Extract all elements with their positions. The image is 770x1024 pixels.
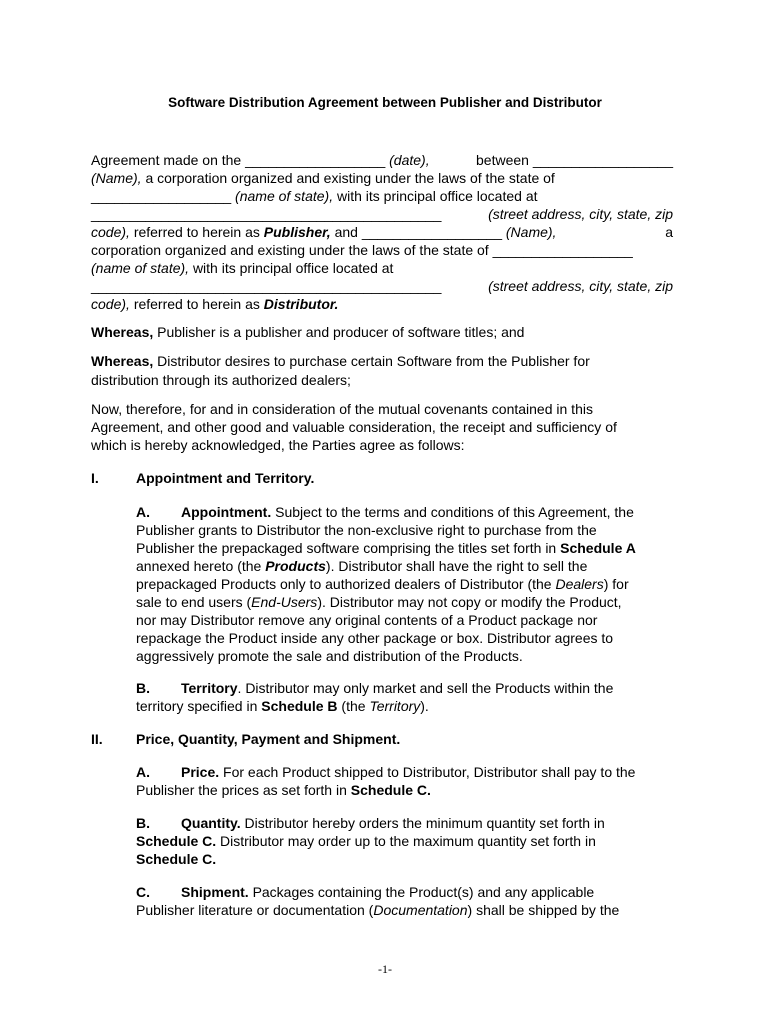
section-2b-line-3: Schedule C. [136,851,217,867]
recital-whereas-2: Whereas, Distributor desires to purchase certain Software from the Publisher for [91,353,590,369]
parties-line-5: code), referred to herein as Publisher, and __________________ (Name), a [91,224,673,240]
section-1a-line-7: nor may Distributor remove any original contents of a Product package nor [136,612,598,628]
recital-whereas-1: Whereas, Publisher is a publisher and producer of software titles; and [91,324,525,340]
parties-line-8: _____________________________________________ (street address, city, state, zip [91,278,673,294]
section-1-numeral: I. [91,470,99,486]
parties-line-4: _____________________________________________ (street address, city, state, zip [91,206,673,222]
page-number: -1- [378,962,392,976]
parties-line-2: (Name), a corporation organized and existing under the laws of the state of [91,170,555,186]
parties-line-1: Agreement made on the __________________ (date), between __________________ [91,152,673,168]
section-1-heading: Appointment and Territory. [136,470,315,486]
section-2-heading: Price, Quantity, Payment and Shipment. [136,731,401,747]
recital-whereas-2-cont: distribution through its authorized dealers; [91,372,351,388]
section-1a-line-5: prepackaged Products only to authorized dealers of Distributor (the Dealers) for [136,576,629,592]
section-1a-line-3: Publisher the prepackaged software comprising the titles set forth in Schedule A [136,540,636,556]
section-2-numeral: II. [91,731,103,747]
parties-line-9: code), referred to herein as Distributor. [91,296,339,312]
recital-now-line-2: Agreement, and other good and valuable consideration, the receipt and sufficiency of [91,419,617,435]
section-1b-line-1: B. Territory. Distributor may only market and sell the Products within the [136,680,614,696]
section-1a-line-2: Publisher grants to Distributor the non-exclusive right to purchase from the [136,522,597,538]
parties-line-7: (name of state), with its principal office located at [91,260,394,276]
section-2c-line-1: C. Shipment. Packages containing the Product(s) and any applicable [136,884,595,900]
parties-line-6: corporation organized and existing under the laws of the state of __________________ [91,242,633,258]
section-1b-line-2: territory specified in Schedule B (the Territory). [136,698,429,714]
section-1a-line-6: sale to end users (End-Users). Distributor may not copy or modify the Product, [136,594,622,610]
section-1a-line-1: A. Appointment. Subject to the terms and conditions of this Agreement, the [136,504,634,520]
section-2a-line-2: Publisher the prices as set forth in Schedule C. [136,782,431,798]
section-1a-line-9: aggressively promote the sale and distribution of the Products. [136,648,523,664]
section-1a-line-4: annexed hereto (the Products). Distributor shall have the right to sell the [136,558,588,574]
document-title: Software Distribution Agreement between Publisher and Distributor [168,95,602,110]
recital-now-line-1: Now, therefore, for and in consideration of the mutual covenants contained in this [91,401,593,417]
section-1a-line-8: repackage the Product inside any other package or box. Distributor agrees to [136,630,614,646]
recital-now-line-3: which is hereby acknowledged, the Parties agree as follows: [91,437,465,453]
section-2c-line-2: Publisher literature or documentation (Documentation) shall be shipped by the [136,902,620,918]
section-2b-line-1: B. Quantity. Distributor hereby orders the minimum quantity set forth in [136,815,605,831]
parties-line-3: __________________ (name of state), with its principal office located at [91,188,538,204]
section-2b-line-2: Schedule C. Distributor may order up to the maximum quantity set forth in [136,833,596,849]
section-2a-line-1: A. Price. For each Product shipped to Distributor, Distributor shall pay to the [136,764,636,780]
